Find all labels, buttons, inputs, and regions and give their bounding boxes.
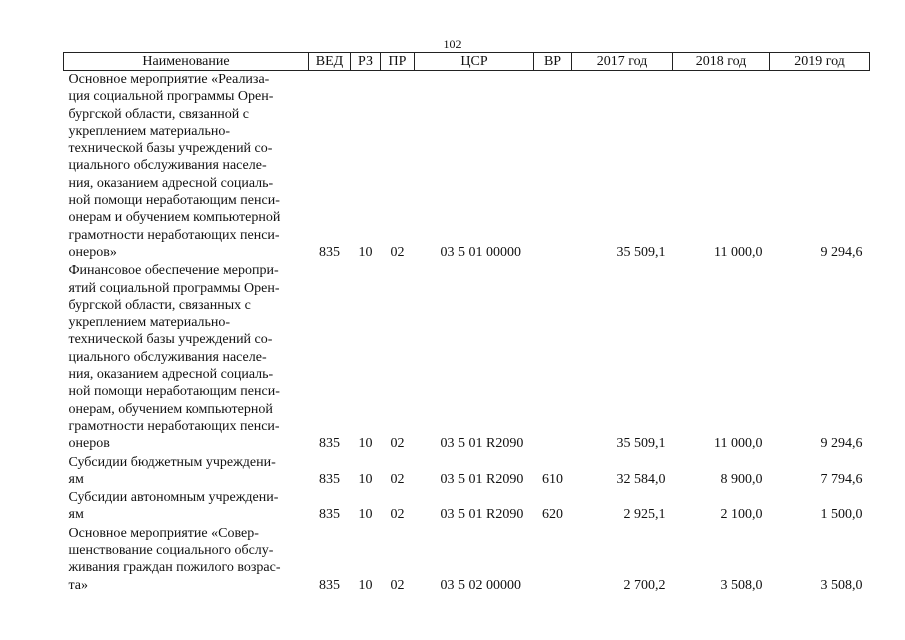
- cell-pr: 02: [390, 471, 405, 487]
- cell-rz: 10: [358, 244, 373, 260]
- cell-ved: 835: [319, 577, 340, 593]
- cell-name-line: шенствование социального обслу-: [68, 543, 274, 559]
- cell-name-line: укреплением материально-: [68, 315, 231, 331]
- cell-2019: 7 794,6: [820, 471, 863, 487]
- cell-csr: 03 5 01 R2090: [440, 507, 524, 523]
- table-row: [64, 262, 870, 453]
- cell-2017: 2 925,1: [623, 507, 666, 523]
- cell-name-line: Субсидии автономным учреждени-: [68, 490, 279, 506]
- column-header-name: Наименование: [64, 53, 309, 71]
- cell-vr: [534, 262, 572, 453]
- table-row: [64, 454, 870, 490]
- cell-name-line: та»: [68, 577, 89, 593]
- cell-name-line: ятий социальной программы Орен-: [68, 280, 280, 296]
- cell-name: [64, 454, 309, 490]
- column-header-ved: ВЕД: [309, 53, 351, 71]
- cell-csr: 03 5 01 R2090: [440, 471, 524, 487]
- column-header-2019: 2019 год: [770, 53, 870, 71]
- cell-2019: 9 294,6: [820, 244, 863, 260]
- cell-2019: 3 508,0: [820, 577, 863, 593]
- column-header-2017: 2017 год: [572, 53, 673, 71]
- cell-name-line: циального обслуживания населе-: [68, 349, 267, 365]
- cell-rz: 10: [358, 507, 373, 523]
- cell-name-line: бургской области, связанных с: [68, 297, 251, 313]
- table-row: [64, 525, 870, 595]
- cell-csr: 03 5 01 00000: [440, 244, 521, 260]
- cell-name-line: бургской области, связанной с: [68, 106, 249, 122]
- cell-name-line: онеров: [68, 436, 110, 452]
- cell-2019: 9 294,6: [820, 436, 863, 452]
- cell-name: [64, 262, 309, 453]
- cell-name-line: технической базы учреждений со-: [68, 332, 273, 348]
- cell-name-line: Основное мероприятие «Совер-: [68, 525, 259, 541]
- cell-name-line: ния, оказанием адресной социаль-: [68, 175, 274, 191]
- cell-2019: 1 500,0: [820, 507, 863, 523]
- cell-name-line: Основное мероприятие «Реализа-: [68, 72, 270, 87]
- column-header-2018: 2018 год: [673, 53, 770, 71]
- cell-2018: 11 000,0: [714, 436, 763, 452]
- cell-2017: 32 584,0: [616, 471, 666, 487]
- cell-name-line: укреплением материально-: [68, 123, 231, 139]
- cell-name-line: онерам и обучением компьютерной: [68, 210, 281, 226]
- cell-csr: 03 5 02 00000: [440, 577, 521, 593]
- column-header-csr: ЦСР: [415, 53, 534, 71]
- table-row: [64, 489, 870, 525]
- cell-name: [64, 71, 309, 263]
- cell-name-line: ям: [68, 507, 84, 523]
- cell-rz: 10: [358, 577, 373, 593]
- cell-name-line: Субсидии бюджетным учреждени-: [68, 454, 276, 470]
- cell-name: [64, 525, 309, 595]
- cell-pr: 02: [390, 507, 405, 523]
- cell-ved: 835: [319, 244, 340, 260]
- cell-name-line: Финансовое обеспечение меропри-: [68, 263, 279, 279]
- cell-name-line: ния, оказанием адресной социаль-: [68, 367, 274, 383]
- cell-ved: 835: [319, 507, 340, 523]
- column-header-pr: ПР: [381, 53, 415, 71]
- cell-2018: 3 508,0: [720, 577, 763, 593]
- table-row: [64, 71, 870, 263]
- cell-name-line: ям: [68, 471, 84, 487]
- cell-pr: 02: [390, 577, 405, 593]
- cell-name: [64, 489, 309, 525]
- cell-vr: [534, 71, 572, 263]
- cell-rz: 10: [358, 471, 373, 487]
- cell-vr: 620: [542, 507, 563, 523]
- cell-2017: 35 509,1: [616, 436, 666, 452]
- cell-name-line: циального обслуживания населе-: [68, 158, 267, 174]
- table-body: [64, 71, 870, 595]
- cell-ved: 835: [319, 436, 340, 452]
- cell-2018: 8 900,0: [720, 471, 763, 487]
- cell-pr: 02: [390, 244, 405, 260]
- cell-2018: 11 000,0: [714, 244, 763, 260]
- cell-csr: 03 5 01 R2090: [440, 436, 524, 452]
- budget-table: [63, 52, 870, 595]
- column-header-vr: ВР: [534, 53, 572, 71]
- cell-2017: 2 700,2: [623, 577, 666, 593]
- column-header-rz: РЗ: [351, 53, 381, 71]
- cell-name-line: живания граждан пожилого возрас-: [68, 560, 281, 576]
- cell-name-line: грамотности неработающих пенси-: [68, 227, 280, 243]
- cell-name-line: технической базы учреждений со-: [68, 141, 273, 157]
- page-number: 102: [443, 37, 462, 51]
- cell-name-line: ция социальной программы Орен-: [68, 89, 274, 105]
- cell-pr: 02: [390, 436, 405, 452]
- cell-name-line: ной помощи неработающим пенси-: [68, 193, 280, 209]
- cell-rz: 10: [358, 436, 373, 452]
- cell-2018: 2 100,0: [720, 507, 763, 523]
- table-header-row: [64, 53, 870, 71]
- cell-name-line: ной помощи неработающим пенси-: [68, 384, 280, 400]
- cell-2017: 35 509,1: [616, 244, 666, 260]
- cell-name-line: онерам, обучением компьютерной: [68, 401, 273, 417]
- cell-vr: 610: [542, 471, 563, 487]
- cell-name-line: онеров»: [68, 244, 117, 260]
- cell-name-line: грамотности неработающих пенси-: [68, 418, 280, 434]
- cell-ved: 835: [319, 471, 340, 487]
- cell-vr: [534, 525, 572, 595]
